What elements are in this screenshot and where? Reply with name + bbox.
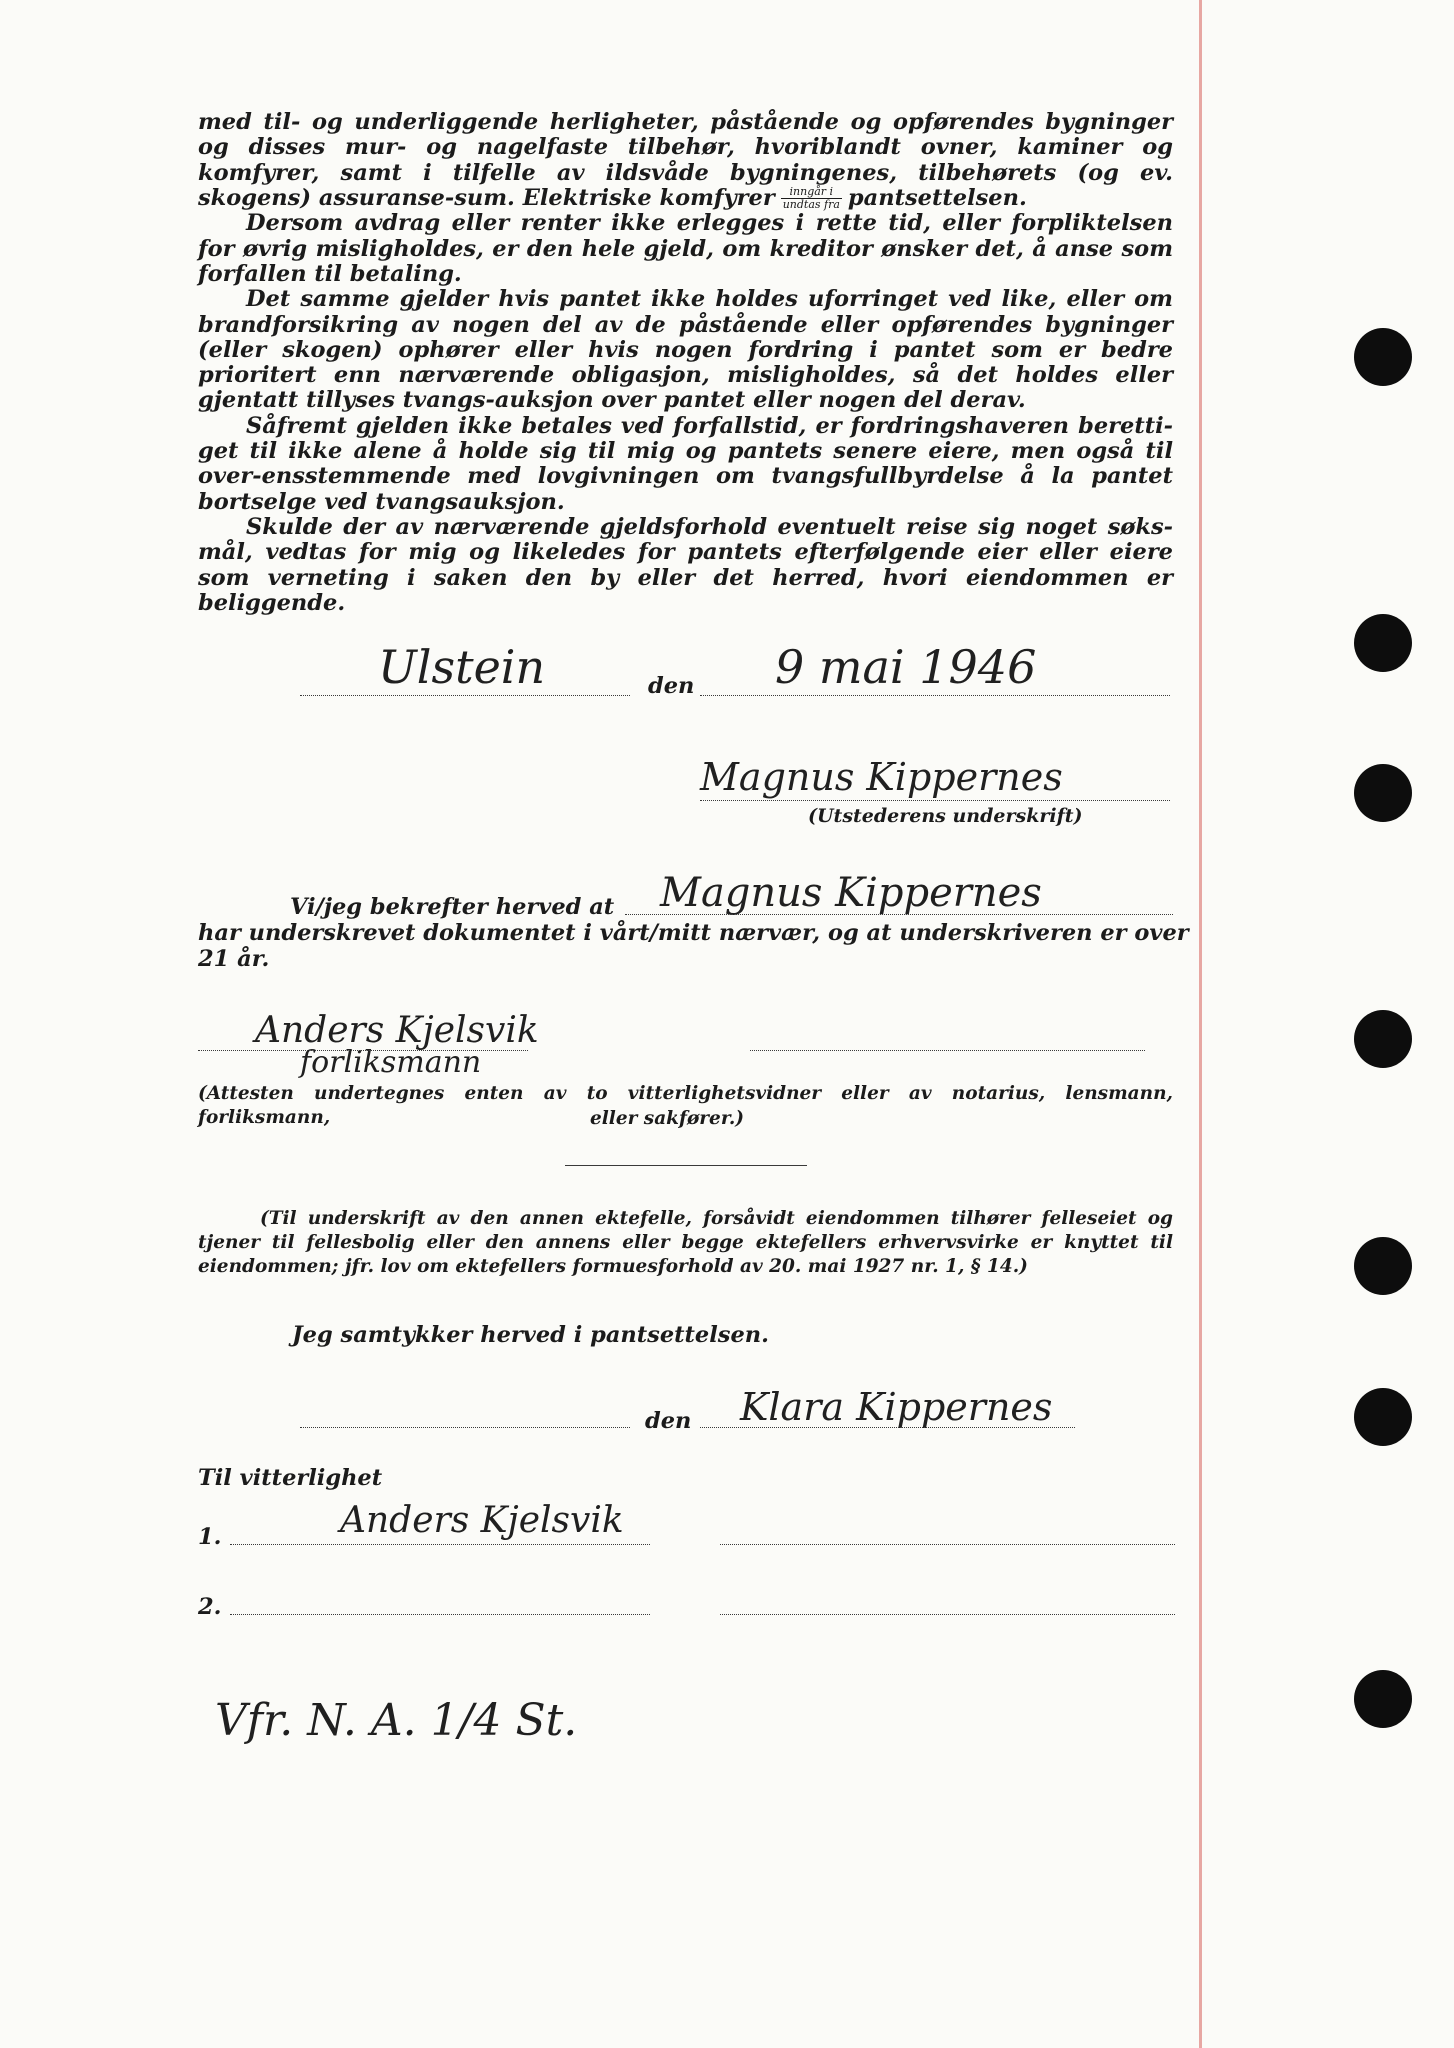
date-handwritten: 9 mai 1946 xyxy=(775,640,1037,694)
fraction-numerator: inngår i xyxy=(781,186,842,199)
punch-hole-4 xyxy=(1354,1010,1412,1068)
paragraph-1 xyxy=(198,110,1173,211)
place-handwritten: Ulstein xyxy=(378,640,546,694)
witness-2-line-right xyxy=(720,1614,1175,1615)
paragraph-5: Skulde der av nærværende gjeldsforhold eventuelt reise sig noget søks-mål, vedtas for mig og likeledes for pantets efterfølgende eier eller eiere som verneting i saken den by eller det herred, hvori eiendommen er beliggende. xyxy=(198,513,1173,616)
margin-rule xyxy=(1199,0,1202,2048)
attest-label: Vi/jeg bekrefter herved at xyxy=(290,894,615,920)
witness-1-signature: Anders Kjelsvik xyxy=(340,1500,624,1541)
stamp-line xyxy=(565,1165,807,1166)
fraction-choice xyxy=(781,186,842,211)
attest-name-handwritten: Magnus Kippernes xyxy=(660,870,1042,916)
paragraph-2: Dersom avdrag eller renter ikke erlegges i rette tid, eller forpliktelsen for øvrig misligholdes, er den hele gjeld, om kreditor ønsker det, å anse som forfallen til betaling. xyxy=(198,210,1173,287)
paragraph-4: Såfremt gjelden ikke betales ved forfallstid, er fordringshaveren beretti-get til ikke alene å holde sig til mig og pantets senere eiere, men også til over-ensstemmende med lovgivningen om tvangsfullbyrdelse å la pantet bortselge ved tvangsauksjon. xyxy=(198,412,1173,515)
spouse-signature-line xyxy=(700,1427,1075,1428)
spouse-den-label: den xyxy=(645,1408,692,1434)
paragraph-3: Det samme gjelder hvis pantet ikke holdes uforringet ved like, eller om brandforsikring av nogen del av de påstående eller opførendes bygninger (eller skogen) ophører eller hvis nogen fordring i pantet som er bedre prioritert enn nærværende obligasjon, misligholdes, så det holdes eller gjentatt tillyses tvangs-auksjon over pantet eller nogen del derav. xyxy=(198,286,1173,414)
witness-2-number: 2. xyxy=(198,1594,222,1620)
date-line xyxy=(700,695,1170,696)
punch-hole-5 xyxy=(1354,1237,1412,1295)
witness-2-line-left xyxy=(230,1614,650,1615)
attest-line-3: 21 år. xyxy=(198,946,270,972)
witness-line-left xyxy=(198,1050,528,1051)
footer-annotation: Vfr. N. A. 1/4 St. xyxy=(215,1695,578,1746)
punch-hole-2 xyxy=(1354,614,1412,672)
punch-hole-1 xyxy=(1354,328,1412,386)
witness-title-handwritten: forliksmann xyxy=(300,1045,482,1080)
place-line xyxy=(300,695,630,696)
spouse-signature: Klara Kippernes xyxy=(740,1385,1053,1429)
witness-heading: Til vitterlighet xyxy=(198,1465,383,1491)
p1-text: med til- og underliggende herligheter, påstående og opførendes bygninger og disses mur- og nagelfaste tilbehør, hvoriblandt ovner, kaminer og komfyrer, samt i tilfelle av ildsvåde bygningenes, tilbehørets (og ev. skogens) assuranse-sum. Elektriske komfyrer xyxy=(198,109,1173,211)
punch-hole-7 xyxy=(1354,1670,1412,1728)
punch-hole-3 xyxy=(1354,764,1412,822)
attest-note-1: (Attesten undertegnes enten av to vitterlighetsvidner eller av notarius, lensmann, forliksmann, xyxy=(198,1083,1173,1128)
witness-1-number: 1. xyxy=(198,1524,222,1550)
issuer-signature-line xyxy=(700,800,1170,801)
witness-line-right xyxy=(750,1050,1145,1051)
attest-note-2: eller sakfører.) xyxy=(590,1108,745,1129)
issuer-caption: (Utstederens underskrift) xyxy=(808,805,1083,827)
den-label: den xyxy=(648,673,695,699)
witness-1-line-left xyxy=(230,1544,650,1545)
spouse-note: (Til underskrift av den annen ektefelle, forsåvidt eiendommen tilhører felleseiet og tjener til fellesbolig eller den annens eller begge ektefellers erhvervsvirke er knyttet til eiendommen; jfr. lov om ektefellers formuesforhold av 20. mai 1927 nr. 1, § 14.) xyxy=(198,1208,1173,1277)
witness-signature-top: Anders Kjelsvik xyxy=(255,1010,539,1051)
p1-tail: pantsettelsen. xyxy=(847,184,1027,211)
body-text xyxy=(198,110,1173,616)
fraction-denominator: undtas fra xyxy=(782,198,840,212)
attest-name-line xyxy=(625,914,1173,915)
spouse-place-line xyxy=(300,1427,630,1428)
attest-line-2: har underskrevet dokumentet i vårt/mitt nærvær, og at underskriveren er over xyxy=(198,920,1189,946)
witness-1-line-right xyxy=(720,1544,1175,1545)
consent-text: Jeg samtykker herved i pantsettelsen. xyxy=(292,1322,769,1348)
punch-hole-6 xyxy=(1354,1388,1412,1446)
issuer-signature: Magnus Kippernes xyxy=(700,755,1063,799)
